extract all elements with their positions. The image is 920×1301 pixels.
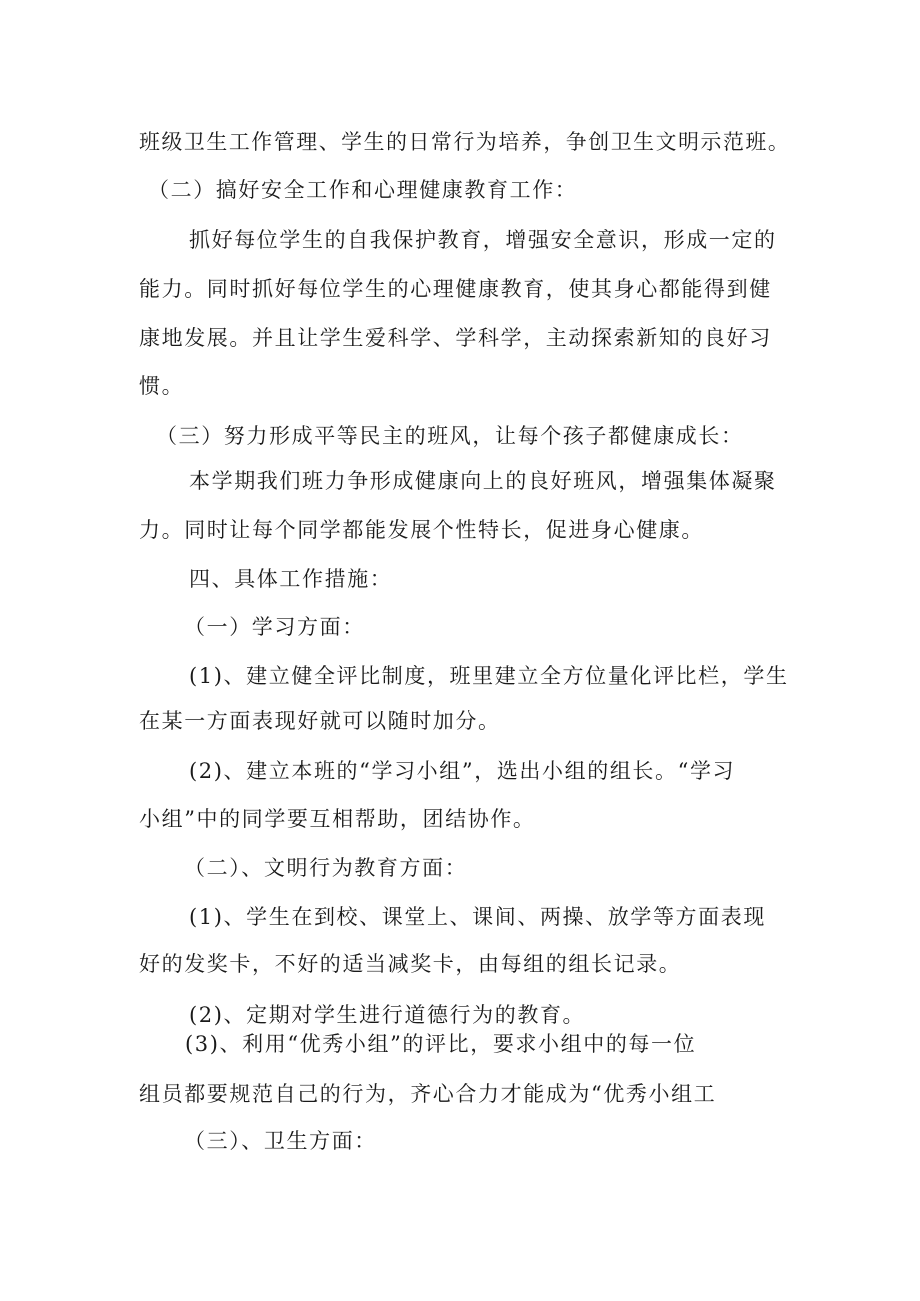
- text-line-14: (2)、建立本班的“学习小组”，选出小组的组长。“学习: [189, 759, 736, 783]
- text-line-21: 组员都要规范自己的行为，齐心合力才能成为“优秀小组工: [139, 1082, 717, 1106]
- section-heading-class-style: （三）努力形成平等民主的班风，让每个孩子都健康成长：: [156, 424, 744, 448]
- text-line-20: (3)、利用“优秀小组”的评比，要求小组中的每一位: [185, 1032, 697, 1056]
- text-line-1: 班级卫生工作管理、学生的日常行为培养，争创卫生文明示范班。: [139, 130, 791, 154]
- section-heading-measures: 四、具体工作措施：: [189, 567, 393, 591]
- text-line-19: (2)、定期对学生进行道德行为的教育。: [189, 1003, 586, 1027]
- section-heading-safety: （二）搞好安全工作和心理健康教育工作：: [148, 178, 578, 202]
- subheading-civility: （二）、文明行为教育方面：: [184, 856, 468, 880]
- text-line-18: 好的发奖卡，不好的适当减奖卡，由每组的组长记录。: [139, 952, 682, 976]
- text-line-5: 康地发展。并且让学生爱科学、学科学，主动探索新知的良好习: [139, 326, 772, 350]
- text-line-15: 小组”中的同学要互相帮助，团结协作。: [139, 807, 536, 831]
- subheading-study: （一）学习方面：: [184, 615, 365, 639]
- text-line-3: 抓好每位学生的自我保护教育，增强安全意识，形成一定的: [189, 228, 777, 252]
- text-line-9: 力。同时让每个同学都能发展个性特长，促进身心健康。: [139, 518, 704, 542]
- text-line-12: (1)、建立健全评比制度，班里建立全方位量化评比栏，学生: [189, 664, 789, 688]
- text-line-4: 能力。同时抓好每位学生的心理健康教育，使其身心都能得到健: [139, 277, 772, 301]
- text-line-8: 本学期我们班力争形成健康向上的良好班风，增强集体凝聚: [189, 469, 777, 493]
- text-line-13: 在某一方面表现好就可以随时加分。: [139, 709, 501, 733]
- text-line-6: 惯。: [139, 374, 185, 398]
- subheading-hygiene: （三）、卫生方面：: [184, 1129, 377, 1153]
- text-line-17: (1)、学生在到校、课堂上、课间、两操、放学等方面表现: [189, 905, 766, 929]
